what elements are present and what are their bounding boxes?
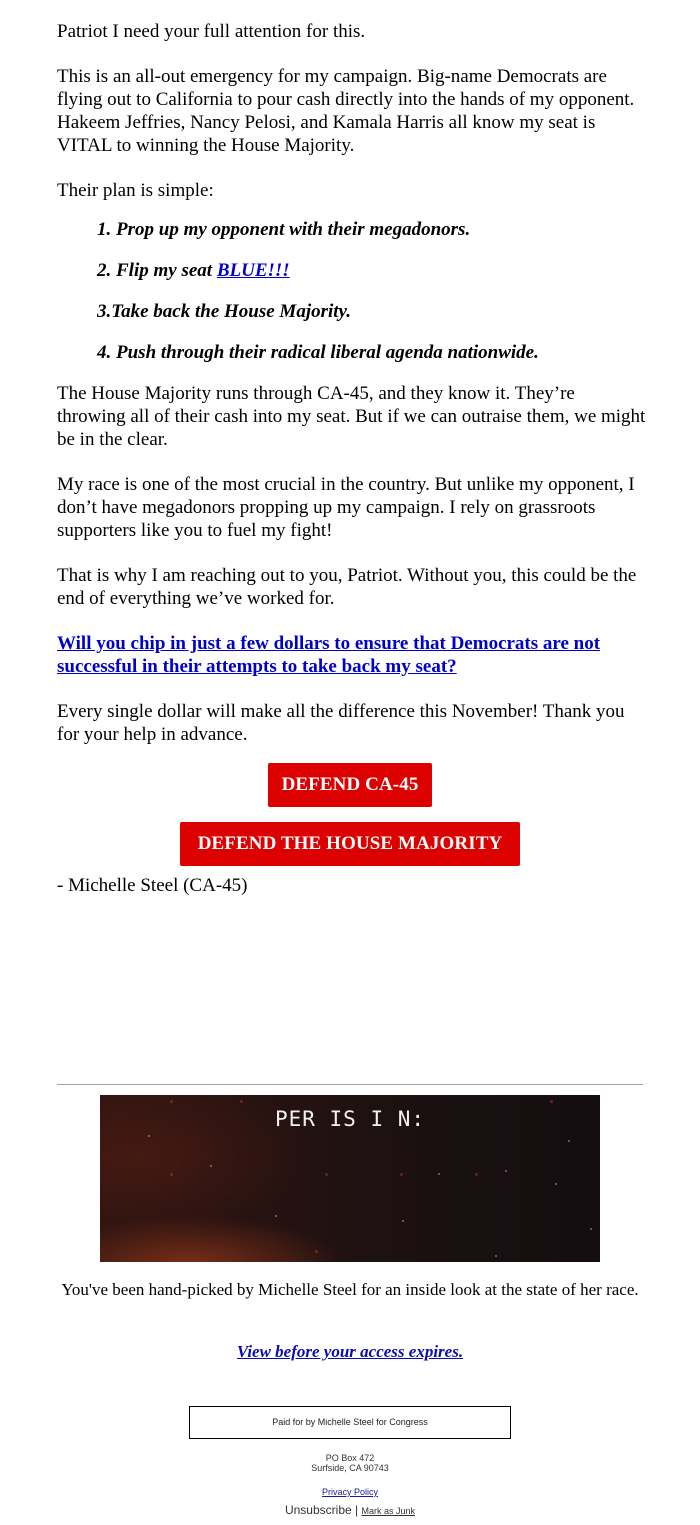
paid-for-disclaimer: Paid for by Michelle Steel for Congress bbox=[189, 1406, 511, 1439]
paragraph-thank-you: Every single dollar will make all the difference this November! Thank you for your help in advance. bbox=[57, 701, 625, 745]
star-decoration bbox=[170, 1100, 173, 1103]
star-decoration bbox=[170, 1173, 173, 1176]
privacy-policy-link[interactable]: Privacy Policy bbox=[321, 1487, 378, 1497]
footer-separator: | bbox=[355, 1503, 359, 1517]
star-decoration bbox=[495, 1255, 497, 1257]
unsubscribe-row bbox=[0, 1503, 700, 1517]
email-body bbox=[57, 20, 647, 768]
blue-link[interactable]: BLUE!!! bbox=[216, 260, 290, 281]
promo-image-text: PER IS I N: bbox=[274, 1107, 426, 1131]
chip-in-link[interactable]: Will you chip in just a few dollars to ensure that Democrats are not successful in their attempts to take back my seat? bbox=[57, 633, 601, 677]
paragraph-house-majority: The House Majority runs through CA-45, and they know it. They’re throwing all of their cash into my seat. But if we can outraise them, we might be in the clear. bbox=[57, 383, 646, 450]
address-line-2: Surfside, CA 90743 bbox=[311, 1463, 389, 1473]
star-decoration bbox=[402, 1220, 404, 1222]
unsubscribe-link[interactable]: Unsubscribe bbox=[284, 1503, 352, 1517]
paragraph-emergency: This is an all-out emergency for my campaign. Big-name Democrats are flying out to California to pour cash directly into the hands of my opponent. Hakeem Jeffries, Nancy Pelosi, and Kamala Harris all know my seat is VITAL to winning the House Majority. bbox=[57, 66, 635, 156]
plan-item-2-text: 2. Flip my seat bbox=[97, 260, 217, 281]
plan-item-2 bbox=[97, 259, 647, 282]
star-decoration bbox=[240, 1100, 243, 1103]
star-decoration bbox=[550, 1100, 553, 1103]
star-decoration bbox=[438, 1173, 440, 1175]
signature: - Michelle Steel (CA-45) bbox=[57, 875, 248, 896]
promo-description: You've been hand-picked by Michelle Steel for an inside look at the state of her race. bbox=[61, 1280, 639, 1299]
defend-ca45-button[interactable]: DEFEND CA-45 bbox=[268, 763, 432, 807]
mailing-address bbox=[0, 1453, 700, 1473]
star-decoration bbox=[568, 1140, 570, 1142]
plan-item-4: 4. Push through their radical liberal agenda nationwide. bbox=[97, 342, 539, 363]
defend-house-majority-button[interactable]: DEFEND THE HOUSE MAJORITY bbox=[180, 822, 520, 866]
star-decoration bbox=[315, 1250, 318, 1253]
star-decoration bbox=[400, 1173, 403, 1176]
address-line-1: PO Box 472 bbox=[325, 1453, 375, 1463]
paragraph-crucial-race: My race is one of the most crucial in the country. But unlike my opponent, I don’t have megadonors propping up my campaign. I rely on grassroots supporters like you to fuel my fight! bbox=[57, 474, 635, 541]
paragraph-reaching-out: That is why I am reaching out to you, Patriot. Without you, this could be the end of everything we’ve worked for. bbox=[57, 565, 637, 609]
plan-item-1: 1. Prop up my opponent with their megadonors. bbox=[97, 219, 471, 240]
promo-link-wrapper bbox=[57, 1342, 643, 1362]
star-decoration bbox=[590, 1228, 592, 1230]
promo-image[interactable] bbox=[100, 1095, 600, 1262]
star-decoration bbox=[505, 1170, 507, 1172]
section-divider bbox=[57, 1084, 643, 1085]
star-decoration bbox=[475, 1173, 478, 1176]
mark-as-junk-link[interactable]: Mark as Junk bbox=[361, 1506, 416, 1516]
cta-paragraph bbox=[57, 632, 647, 678]
star-decoration bbox=[275, 1215, 277, 1217]
star-decoration bbox=[210, 1165, 212, 1167]
plan-list bbox=[97, 218, 647, 364]
greeting: Patriot I need your full attention for this. bbox=[57, 21, 366, 42]
privacy-row bbox=[0, 1487, 700, 1497]
plan-intro: Their plan is simple: bbox=[57, 180, 214, 201]
plan-item-3: 3.Take back the House Majority. bbox=[97, 301, 352, 322]
star-decoration bbox=[325, 1173, 328, 1176]
star-decoration bbox=[555, 1183, 557, 1185]
view-access-link[interactable]: View before your access expires. bbox=[236, 1342, 464, 1361]
star-decoration bbox=[148, 1135, 150, 1137]
